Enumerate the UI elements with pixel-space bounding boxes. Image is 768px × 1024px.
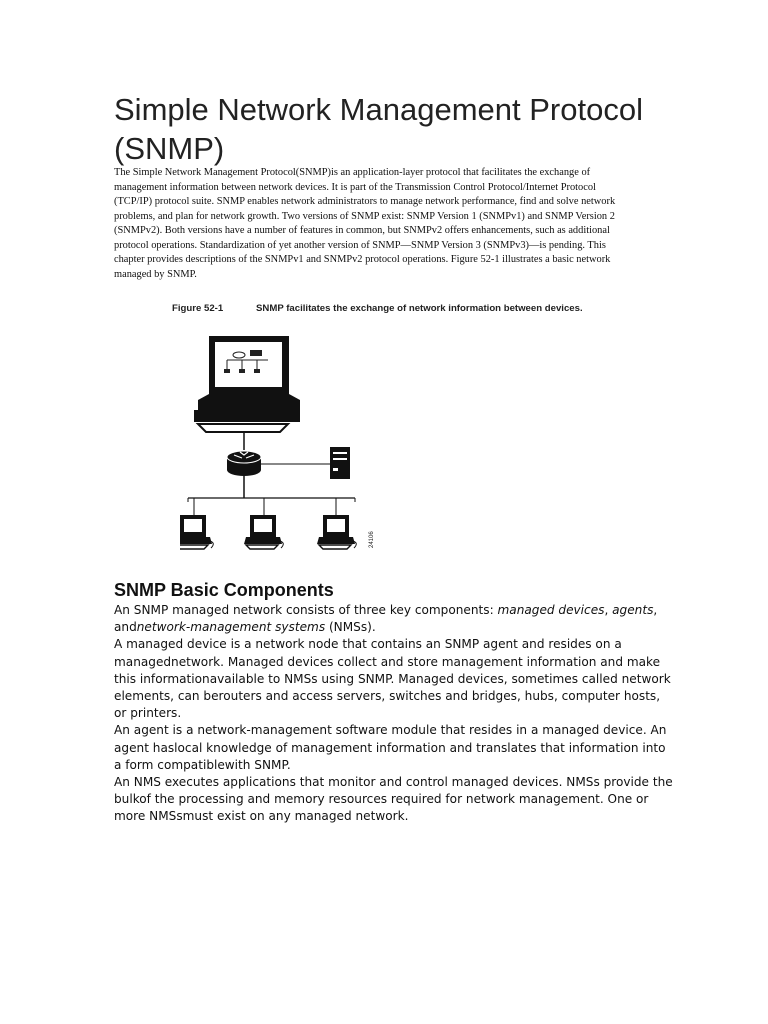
- section-body: [114, 602, 674, 826]
- nms-paragraph: An NMS executes applications that monitor and control managed devices. NMSs provide the bulkof the processing and memory resources required for network management. One or more NMSsmust exist on any managed network.: [114, 775, 673, 824]
- section-heading: SNMP Basic Components: [114, 580, 334, 600]
- page-title: Simple Network Management Protocol (SNMP): [114, 92, 643, 166]
- nms-workstation-icon: [194, 336, 300, 432]
- managed-host-icon: [317, 515, 356, 549]
- figure-caption: [172, 303, 583, 314]
- router-icon: [227, 451, 261, 476]
- intro-paragraph: The Simple Network Management Protocol(SNMP)is an application-layer protocol that facilitates the exchange of management information between network devices. It is part of the Transmission Control Protocol/Internet Protocol (TCP/IP) protocol suite. SNMP enables network administrators to manage network performance, find and solve network problems, and plan for network growth. Two versions of SNMP exist: SNMP Version 1 (SNMPv1) and SNMP Version 2 (SNMPv2). Both versions have a number of features in common, but SNMPv2 offers enhancements, such as additional protocol operations. Standardization of yet another version of SNMP—SNMP Version 3 (SNMPv3)—is pending. This chapter provides descriptions of the SNMPv1 and SNMPv2 protocol operations. Figure 52-1 illustrates a basic network managed by SNMP.: [114, 167, 616, 280]
- text-span: , and: [114, 603, 658, 635]
- term-nms: network-management systems: [136, 620, 326, 635]
- text-span: ,: [604, 603, 613, 617]
- text-span: (NMSs).: [325, 620, 376, 635]
- agent-paragraph: An agent is a network-management software module that resides in a managed device. An agent haslocal knowledge of management information and translates that information into a form compatiblewith SNMP.: [114, 723, 667, 772]
- managed-host-icon: [244, 515, 283, 549]
- figure-caption-text: SNMP facilitates the exchange of network information between devices.: [256, 303, 583, 314]
- figure-id-label: 24106: [369, 531, 375, 548]
- components-paragraph: [114, 602, 674, 636]
- managed-host-icon: [180, 515, 213, 549]
- server-icon: [330, 447, 350, 479]
- network-diagram: [180, 330, 390, 555]
- managed-device-paragraph: A managed device is a network node that contains an SNMP agent and resides on a managednetwork. Managed devices collect and store management information and make this informationavailable to NMSs using SNMP. Managed devices, sometimes called network elements, can berouters and access servers, switches and bridges, hubs, computer hosts, or printers.: [114, 637, 671, 721]
- text-span: An SNMP managed network consists of three key components:: [114, 603, 498, 617]
- figure-number: Figure 52-1: [172, 303, 224, 314]
- term-agents: agents: [612, 603, 654, 617]
- term-managed-devices: managed devices: [497, 603, 605, 617]
